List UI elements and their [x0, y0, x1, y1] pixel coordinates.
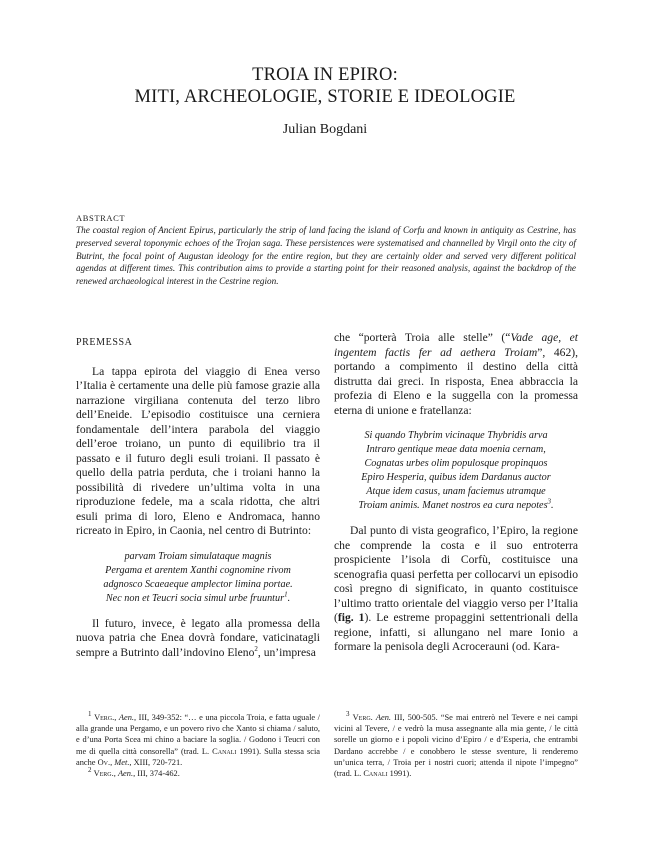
- verse-line: Si quando Thybrim vicinaque Thybridis arva: [364, 430, 548, 441]
- paragraph-intro: La tappa epirota del viaggio di Enea verso l’Italia è certamente una delle più famose grazie alla narrazione virgiliana contenuta del terzo libro dell’Eneide. L’episodio costituisce una cerniera fondamentale dell’intera parabola del viaggio dell’eroe troiano, un punto di equilibrio tra il passato e il futuro degli esuli troiani. Il passato è quello della patria perduta, che i troiani hanno la possibilità di rivedere un’ultima volta in una riproduzione fedele, ma a scala ridotta, che altri esuli prima di loro, Eleno e Andromaca, hanno ricreato in Epiro, in Caonia, nel centro di Butrinto:: [76, 364, 320, 537]
- footnote-1: $^1$ Verg., Aen., III, 349-352: “… e una piccola Troia, e fatta uguale / alla grande una Pergamo, e un povero rivo che Xanto si chiama / saluto, e d’una Porta Scea mi chino a baciare la soglia. / Godono i Teucri con me di quella città consorella” (trad. L. Canali 1991). Sulla stessa scia anche Ov., Met., XIII, 720-721.: [76, 710, 321, 767]
- left-column: [76, 336, 320, 660]
- verse-line: parvam Troiam simulataque magnis: [124, 550, 272, 562]
- verse-line: Nec non et Teucri socia simul urbe fruuntur$^1$.: [105, 590, 291, 604]
- figure-link[interactable]: fig. 1: [337, 611, 365, 624]
- footnote-ref-1[interactable]: 1: [284, 590, 288, 599]
- verse-line: Epiro Hesperia, quibus idem Dardanus auctor: [361, 472, 551, 483]
- section-heading: PREMESSA: [76, 337, 133, 348]
- verse-quote-2: [334, 429, 578, 513]
- verse-line: Pergama et arentem Xanthi cognomine rivom: [105, 564, 291, 576]
- abstract-heading: ABSTRACT: [76, 213, 126, 223]
- title-line-1: TROIA IN EPIRO:: [252, 65, 398, 85]
- article-title: [0, 64, 650, 108]
- paragraph-geography: Dal punto di vista geografico, l’Epiro, la regione che comprende la costa e il suo entroterra prospiciente l’isola di Corfù, costituisce una scenografia quasi perfetta per collocarvi un episodio così pregno di significato, in quanto costituisce l’ultimo tratto orientale del viaggio verso per l’Italia (fig. 1). Le estreme propaggini settentrionali della regione, infatti, si allungano nel mare Ionio a formare la penisola degli Acrocerauni (od. Kara-: [334, 524, 578, 653]
- right-column: [334, 331, 578, 655]
- paragraph-continuation: che “porterà Troia alle stelle” (“Vade age, et ingentem factis fer ad aethera Troiam”, 462), portando a compimento il destino della città distrutta dai greci. In risposta, Enea abbraccia la profezia di Eleno e la suggella con la promessa eterna di unione e fratellanza:: [334, 331, 578, 417]
- author-name: Julian Bogdani: [282, 122, 368, 137]
- footnote-2: $^2$ Verg., Aen., III, 374-462.: [88, 766, 180, 779]
- footnote-ref-3[interactable]: 3: [547, 497, 552, 506]
- footnote-3: $^3$ Verg. Aen. III, 500-505. “Se mai entrerò nel Tevere e nei campi vicini al Tevere, / e vedrò la musa assegnante alla mia gente, / le città sorelle un giorno e i popoli vicino d’Epiro / e d’Esperia, che entrambi Dardano accrebbe / e conobbero le stesse sventure, li renderemo un’unica terra, / Troia per i nostri cuori; attenda il nipote l’impegno” (trad. L. Canali 1991).: [334, 710, 579, 779]
- verse-quote-1: [76, 550, 320, 606]
- footnote-ref-2[interactable]: 2: [254, 644, 258, 653]
- verse-line: adgnosco Scaeaeque amplector limina portae.: [103, 578, 293, 590]
- footnotes-left: [76, 712, 320, 779]
- footnotes-right: [334, 712, 578, 779]
- paragraph-future: Il futuro, invece, è legato alla promessa della nuova patria che Enea dovrà fondare, vaticinatagli sempre a Butrinto dall’indovino Eleno$^2$, un’impresa: [76, 616, 320, 659]
- verse-line: Troiam animis. Manet nostros ea cura nepotes$^3$.: [358, 497, 554, 511]
- verse-line: Intraro gentique meae data moenia cernam,: [366, 444, 546, 455]
- abstract-text: The coastal region of Ancient Epirus, particularly the strip of land facing the island of Corfu and known in antiquity as Cestrine, has preserved several toponymic echoes of the Trojan saga. These persistences were systematised and channelled by Virgil onto the city of Butrint, the focal point of Augustan ideology for the entire region, but they are certainly older and served very different political agendas at different times. This contribution aims to provide a starting point for their reasoned analysis, against the backdrop of the renewed archaeological interest in the Cestrine region.: [76, 225, 576, 287]
- verse-line: Cognatas urbes olim populosque propinquos: [364, 458, 548, 469]
- title-line-2: MITI, ARCHEOLOGIE, STORIE E IDEOLOGIE: [134, 87, 516, 107]
- verse-line: Atque idem casus, unam faciemus utramque: [366, 486, 546, 497]
